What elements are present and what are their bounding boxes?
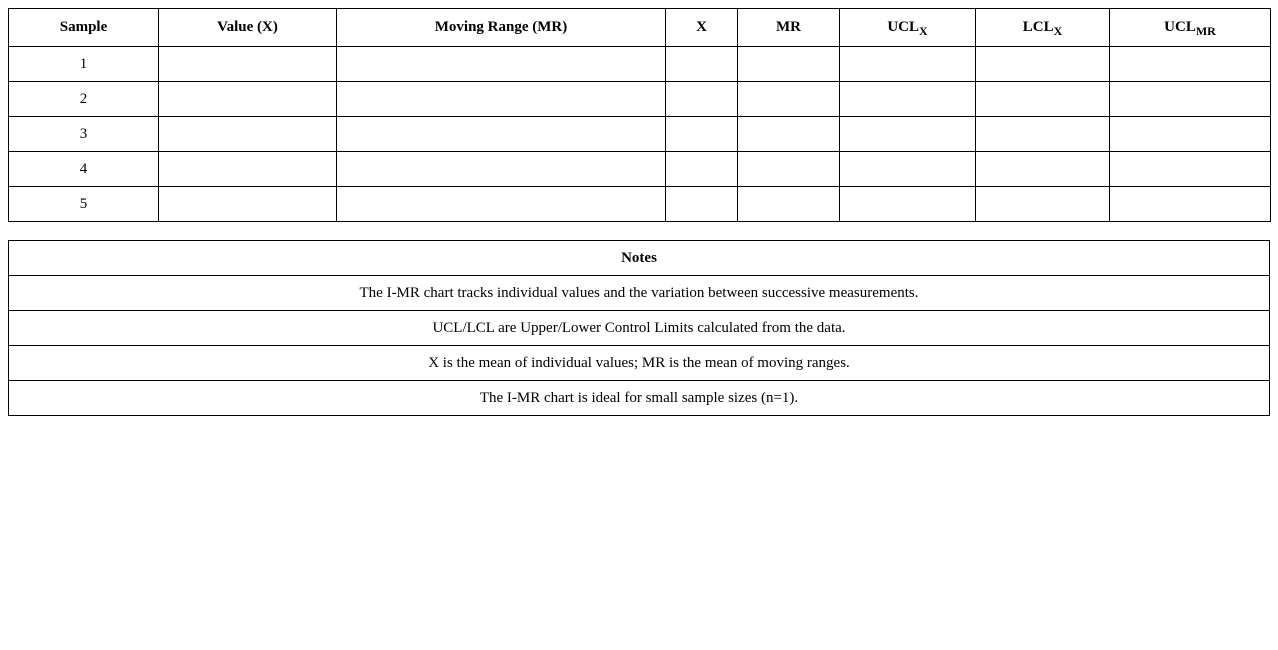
note-row [9,346,1270,381]
cell-moving-range [337,47,666,82]
cell-sample: 2 [9,82,159,117]
cell-ucl-mr [1110,82,1271,117]
cell-sample: 3 [9,117,159,152]
cell-lcl-x [976,82,1110,117]
cell-mr-mean [738,117,840,152]
note-row [9,311,1270,346]
cell-sample: 4 [9,152,159,187]
cell-sample: 1 [9,47,159,82]
note-text: The I-MR chart is ideal for small sample sizes (n=1). [9,381,1270,416]
notes-table [8,240,1270,416]
cell-lcl-x [976,187,1110,222]
table-row [9,47,1271,82]
cell-moving-range [337,152,666,187]
notes-header: Notes [9,241,1270,276]
cell-moving-range [337,187,666,222]
header-ucl-mr [1110,9,1271,47]
cell-ucl-mr [1110,117,1271,152]
cell-mr-mean [738,82,840,117]
table-header-row [9,9,1271,47]
cell-x-mean [666,82,738,117]
cell-value [159,152,337,187]
note-text: UCL/LCL are Upper/Lower Control Limits calculated from the data. [9,311,1270,346]
header-ucl-x-sub: X [919,24,928,38]
table-row [9,187,1271,222]
cell-ucl-x [840,117,976,152]
header-mr-mean: MR [738,9,840,47]
cell-ucl-x [840,47,976,82]
cell-moving-range [337,117,666,152]
note-row [9,381,1270,416]
cell-value [159,47,337,82]
header-lcl-x-main: LCL [1022,19,1054,35]
cell-ucl-mr [1110,152,1271,187]
note-text: X is the mean of individual values; MR is the mean of moving ranges. [9,346,1270,381]
cell-ucl-x [840,82,976,117]
cell-x-mean [666,47,738,82]
header-ucl-x-main: UCL [887,19,919,35]
notes-header-row [9,241,1270,276]
cell-sample: 5 [9,187,159,222]
cell-ucl-x [840,152,976,187]
header-ucl-mr-main: UCL [1164,19,1196,35]
header-moving-range: Moving Range (MR) [337,9,666,47]
table-row [9,152,1271,187]
cell-x-mean [666,187,738,222]
cell-ucl-mr [1110,47,1271,82]
cell-mr-mean [738,152,840,187]
note-row [9,276,1270,311]
note-text: The I-MR chart tracks individual values and the variation between successive measurements. [9,276,1270,311]
cell-ucl-mr [1110,187,1271,222]
cell-lcl-x [976,47,1110,82]
header-ucl-mr-sub: MR [1195,24,1216,38]
table-row [9,117,1271,152]
cell-value [159,82,337,117]
header-lcl-x [976,9,1110,47]
header-ucl-x [840,9,976,47]
cell-lcl-x [976,152,1110,187]
imr-data-table [8,8,1271,222]
cell-x-mean [666,117,738,152]
header-lcl-x-sub: X [1053,24,1063,38]
cell-x-mean [666,152,738,187]
cell-value [159,117,337,152]
cell-mr-mean [738,187,840,222]
cell-moving-range [337,82,666,117]
cell-mr-mean [738,47,840,82]
header-x-mean: X [666,9,738,47]
document-body [8,8,1270,416]
cell-ucl-x [840,187,976,222]
table-row [9,82,1271,117]
header-value-x: Value (X) [159,9,337,47]
cell-value [159,187,337,222]
cell-lcl-x [976,117,1110,152]
header-sample: Sample [9,9,159,47]
